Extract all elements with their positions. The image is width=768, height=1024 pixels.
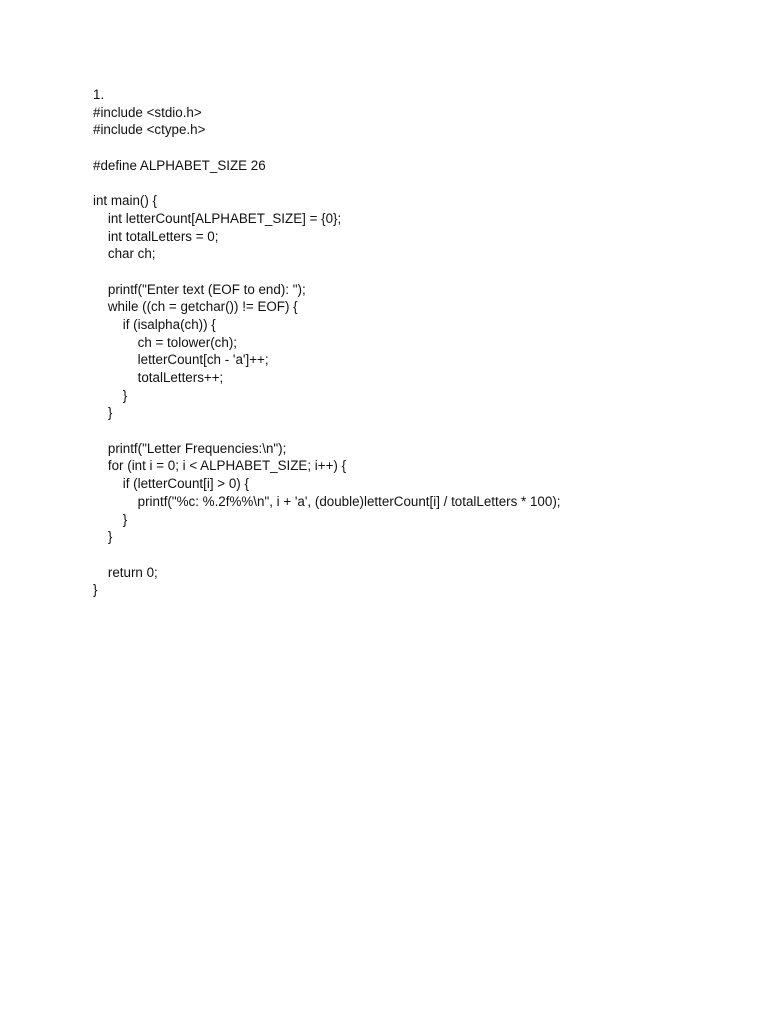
code-line: char ch; — [93, 246, 156, 262]
code-line: #include <ctype.h> — [93, 122, 206, 138]
code-line: for (int i = 0; i < ALPHABET_SIZE; i++) { — [93, 458, 347, 474]
code-line: } — [93, 582, 98, 598]
code-line — [93, 546, 733, 564]
code-line: } — [93, 405, 113, 421]
code-line — [93, 139, 733, 157]
code-line: return 0; — [93, 564, 158, 580]
code-line: printf("Enter text (EOF to end): "); — [93, 281, 306, 297]
code-line: if (isalpha(ch)) { — [93, 316, 216, 332]
code-line: totalLetters++; — [93, 370, 224, 385]
code-line: } — [93, 387, 128, 403]
code-line — [93, 263, 733, 281]
code-line: letterCount[ch - 'a']++; — [93, 352, 269, 368]
code-line: while ((ch = getchar()) != EOF) { — [93, 299, 298, 315]
code-line: if (letterCount[i] > 0) { — [93, 476, 249, 492]
code-line — [93, 174, 733, 192]
code-line: ch = tolower(ch); — [93, 334, 237, 350]
code-line: int letterCount[ALPHABET_SIZE] = {0}; — [93, 210, 342, 226]
code-line — [93, 422, 733, 440]
code-line: #include <stdio.h> — [93, 104, 202, 120]
code-line: 1. — [93, 87, 105, 102]
code-line: #define ALPHABET_SIZE 26 — [93, 157, 266, 173]
code-line: int totalLetters = 0; — [93, 228, 219, 244]
code-line: printf("%c: %.2f%%\n", i + 'a', (double)letterCount[i] / totalLetters * 100); — [93, 493, 561, 509]
code-listing — [93, 86, 733, 599]
code-line: int main() { — [93, 193, 157, 209]
code-line: } — [93, 511, 128, 527]
code-line: printf("Letter Frequencies:\n"); — [93, 440, 287, 456]
code-line: } — [93, 529, 113, 545]
